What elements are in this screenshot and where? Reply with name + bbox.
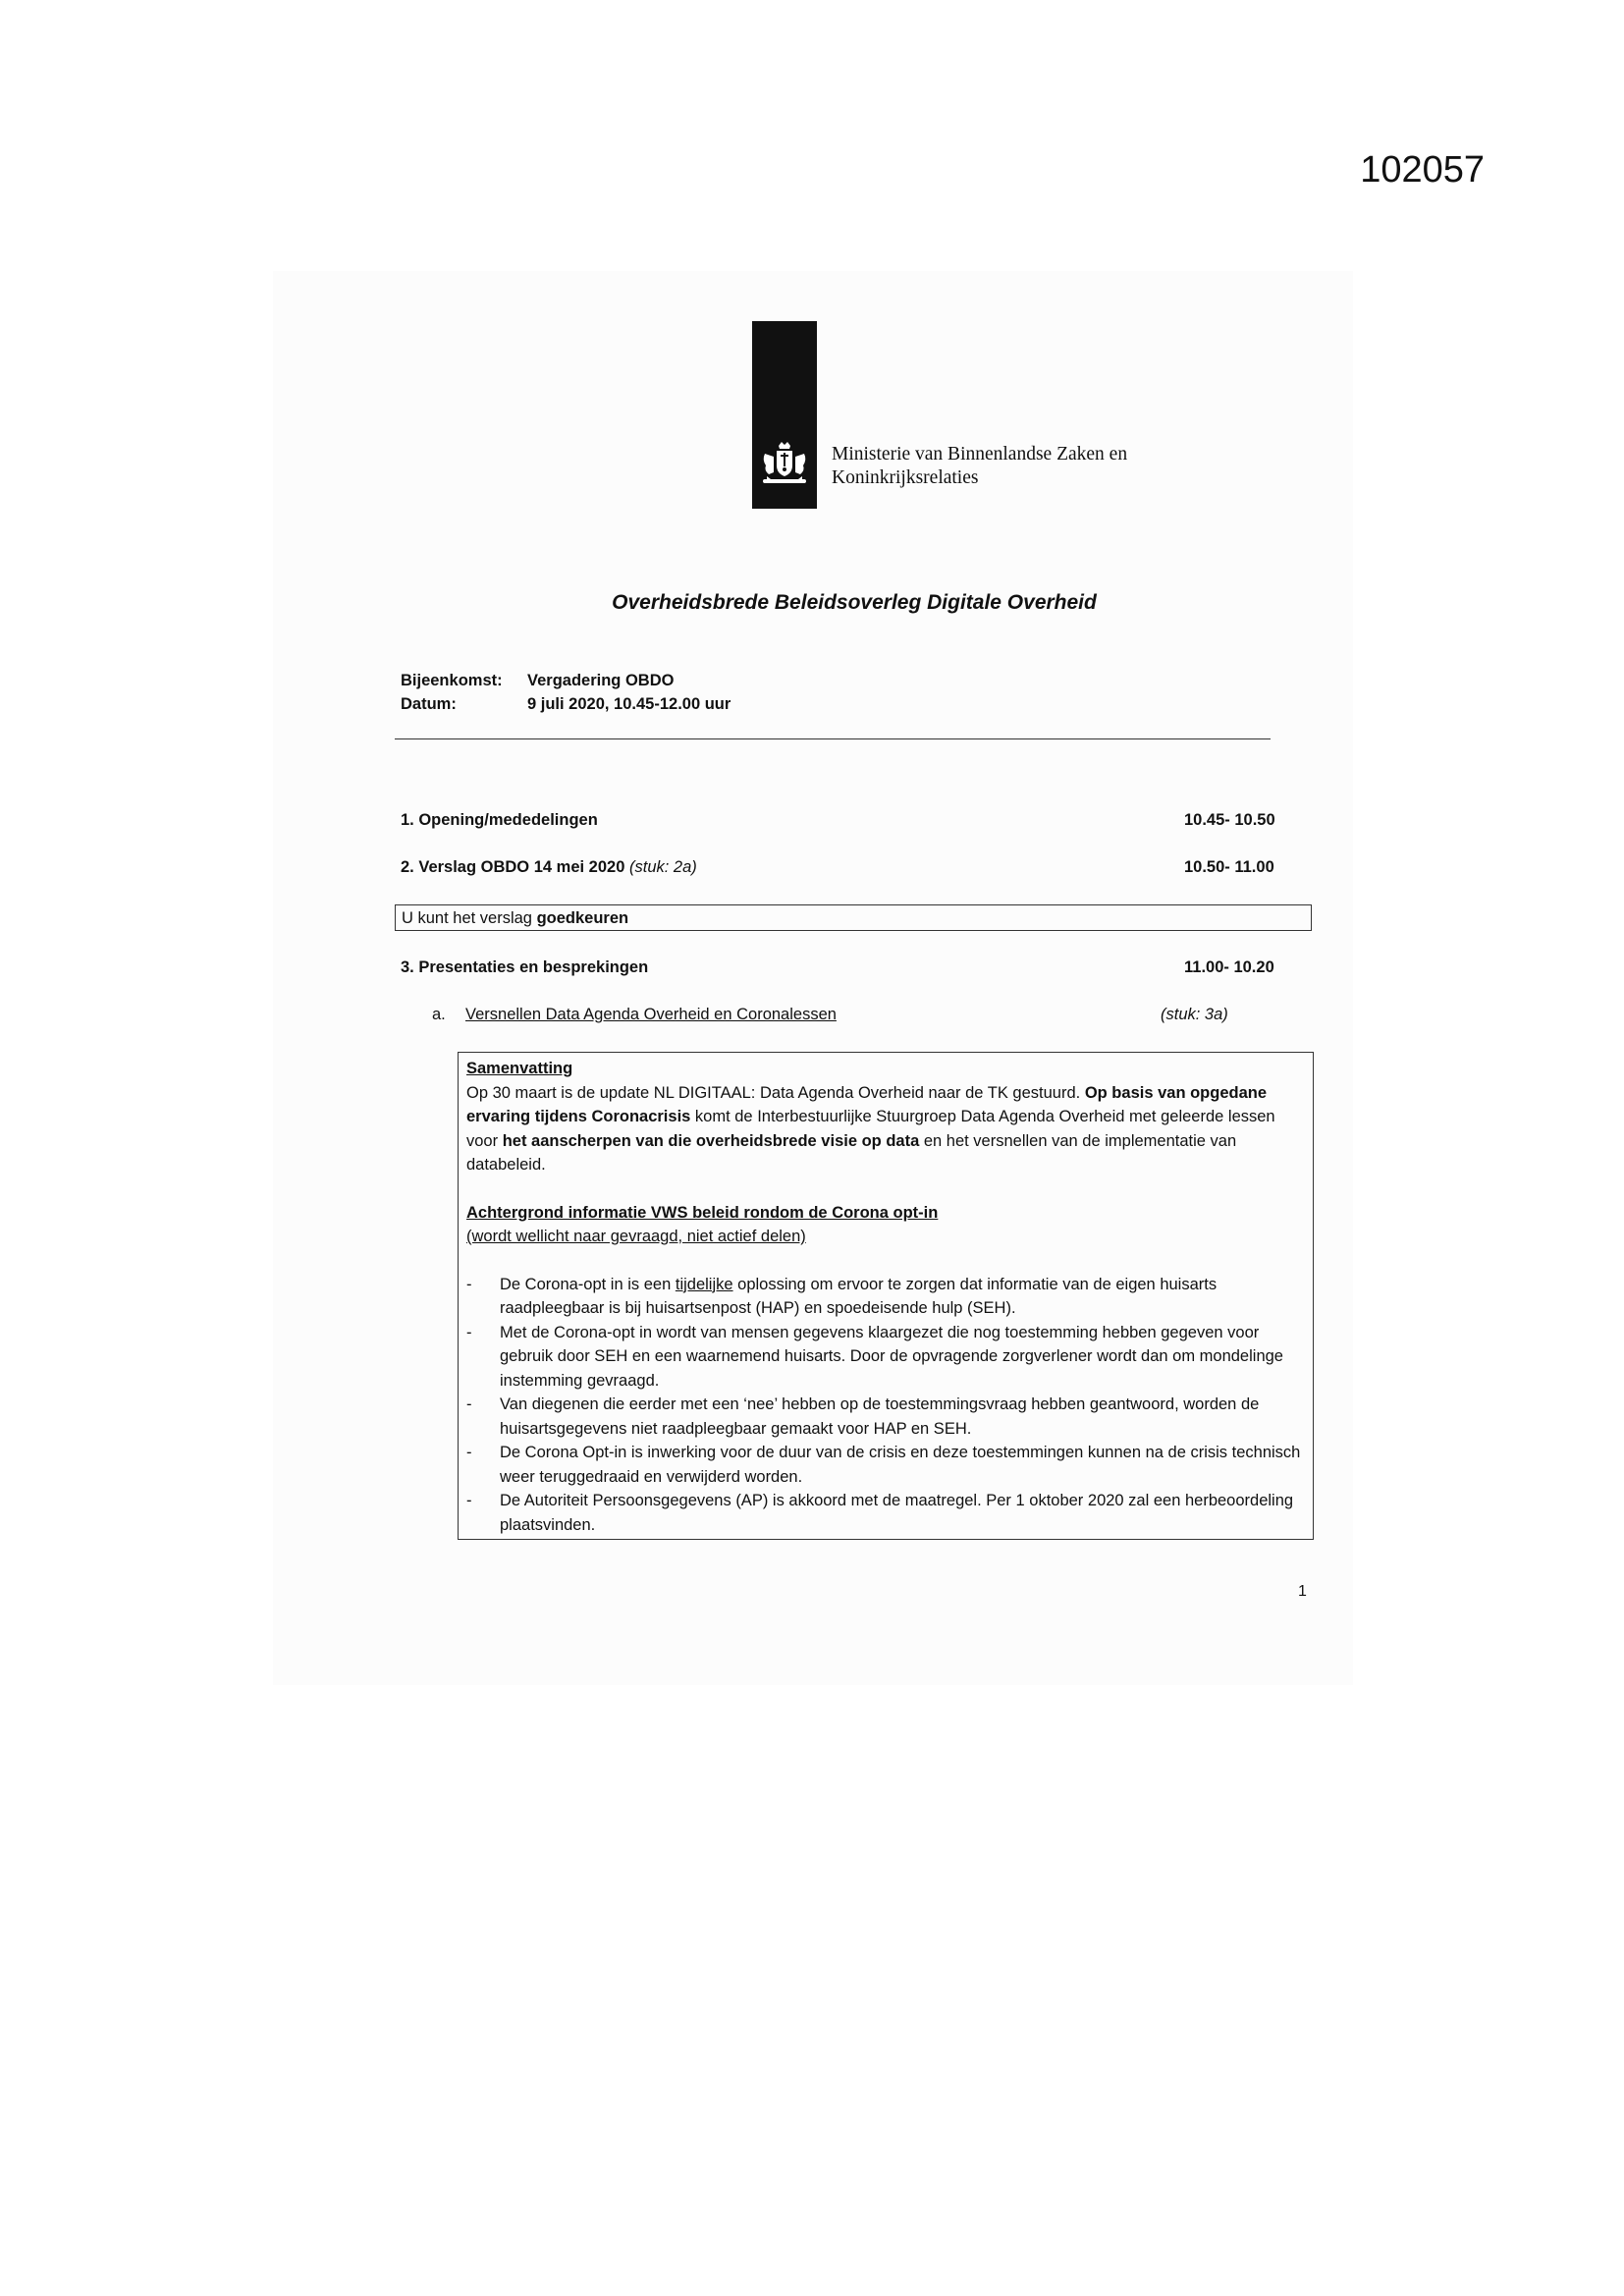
bullet-3-text: Van diegenen die eerder met een ‘nee’ hebben op de toestemmingsvraag hebben geantwoord, worden de huisartsgegevens niet raadpleegbaar gemaakt voor HAP en SEH. [500,1395,1260,1438]
bullet-1-text-a: De Corona-opt in is een [500,1275,676,1293]
bullet-dash: - [466,1395,472,1413]
list-item [466,1441,1307,1489]
bijeenkomst-label: Bijeenkomst: [401,672,503,689]
datum-label: Datum: [401,695,457,713]
summary-text-2: komt de Interbestuurlijke Stuurgroep Data Agenda Overheid met geleerde lessen voor [466,1108,1275,1150]
header-divider [395,738,1271,739]
agenda-item-3 [401,958,1294,977]
summary-paragraph [466,1081,1307,1177]
agenda-item-3a [432,1006,1237,1024]
agenda-item-2-stuk: (stuk: 2a) [628,858,697,876]
agenda-item-2-label: 2. Verslag OBDO 14 mei 2020 [401,858,625,876]
document-title: Overheidsbrede Beleidsoverleg Digitale Overheid [612,591,1097,614]
summary-box [458,1052,1314,1540]
background-heading: Achtergrond informatie VWS beleid rondom de Corona opt-in [466,1203,939,1222]
list-item [466,1321,1307,1394]
background-note: (wordt wellicht naar gevraagd, niet actief delen) [466,1228,806,1245]
list-item [466,1489,1307,1537]
royal-crest-icon [757,440,812,489]
summary-text-3: en het versnellen van de implementatie van databeleid. [466,1131,1237,1174]
bullet-1-text-b: oplossing om ervoor te zorgen dat informatie van de eigen huisarts raadpleegbaar is bij huisartsenpost (HAP) en spoedeisende hulp (SEH). [500,1275,1218,1317]
agenda-item-1-time: 10.45- 10.50 [1184,811,1275,829]
bullet-2-text: Met de Corona-opt in wordt van mensen gegevens klaargezet die nog toestemming hebben gegeven voor gebruik door SEH en een waarnemend huisarts. Door de opvragende zorgverlener wordt dan om mondelinge instemming gevraagd. [500,1323,1283,1390]
page-number: 1 [1298,1583,1307,1600]
meta-row-datum [401,692,731,716]
bullet-4-text: De Corona Opt-in is inwerking voor de duur van de crisis en deze toestemmingen kunnen na de crisis technisch weer teruggedraaid en verwijderd worden. [500,1444,1301,1486]
bullet-dash: - [466,1492,472,1509]
agenda-item-3a-stuk: (stuk: 3a) [1161,1006,1228,1023]
ministry-name-line1: Ministerie van Binnenlandse Zaken en [832,444,1128,465]
agenda-item-3a-title: Versnellen Data Agenda Overheid en Coronalessen [465,1006,837,1023]
bijeenkomst-value: Vergadering OBDO [527,672,675,689]
bullet-1-underlined: tijdelijke [675,1275,733,1293]
agenda-item-1 [401,811,1294,830]
decision-text: U kunt het verslag [402,909,537,927]
agenda-item-1-label: 1. Opening/mededelingen [401,811,598,829]
background-bullet-list [466,1273,1307,1538]
summary-text-1: Op 30 maart is de update NL DIGITAAL: Data Agenda Overheid naar de TK gestuurd. [466,1083,1085,1102]
agenda-item-3-label: 3. Presentaties en besprekingen [401,958,649,976]
bullet-dash: - [466,1323,472,1341]
meta-row-bijeenkomst [401,669,731,692]
bullet-dash: - [466,1444,472,1461]
summary-heading: Samenvatting [466,1060,573,1077]
datum-value: 9 juli 2020, 10.45-12.00 uur [527,695,731,713]
decision-keyword: goedkeuren [536,909,629,927]
agenda-item-2-time: 10.50- 11.00 [1184,858,1274,876]
list-item [466,1393,1307,1441]
summary-bold-1: Op basis van opgedane ervaring tijdens Coronacrisis [466,1083,1268,1125]
agenda-item-3-time: 11.00- 10.20 [1184,958,1274,976]
meeting-meta [401,669,731,716]
bullet-dash: - [466,1275,472,1293]
summary-bold-2: het aanscherpen van die overheidsbrede visie op data [502,1131,920,1150]
ministry-name-line2: Koninkrijksrelaties [832,467,979,488]
bullet-5-text: De Autoriteit Persoonsgegevens (AP) is akkoord met de maatregel. Per 1 oktober 2020 zal een herbeoordeling plaatsvinden. [500,1492,1294,1534]
list-item [466,1273,1307,1321]
decision-box [395,904,1312,931]
document-number: 102057 [1360,149,1485,191]
agenda-item-2 [401,858,1294,877]
ministry-name [832,443,1127,490]
agenda-item-3a-letter: a. [432,1006,446,1023]
